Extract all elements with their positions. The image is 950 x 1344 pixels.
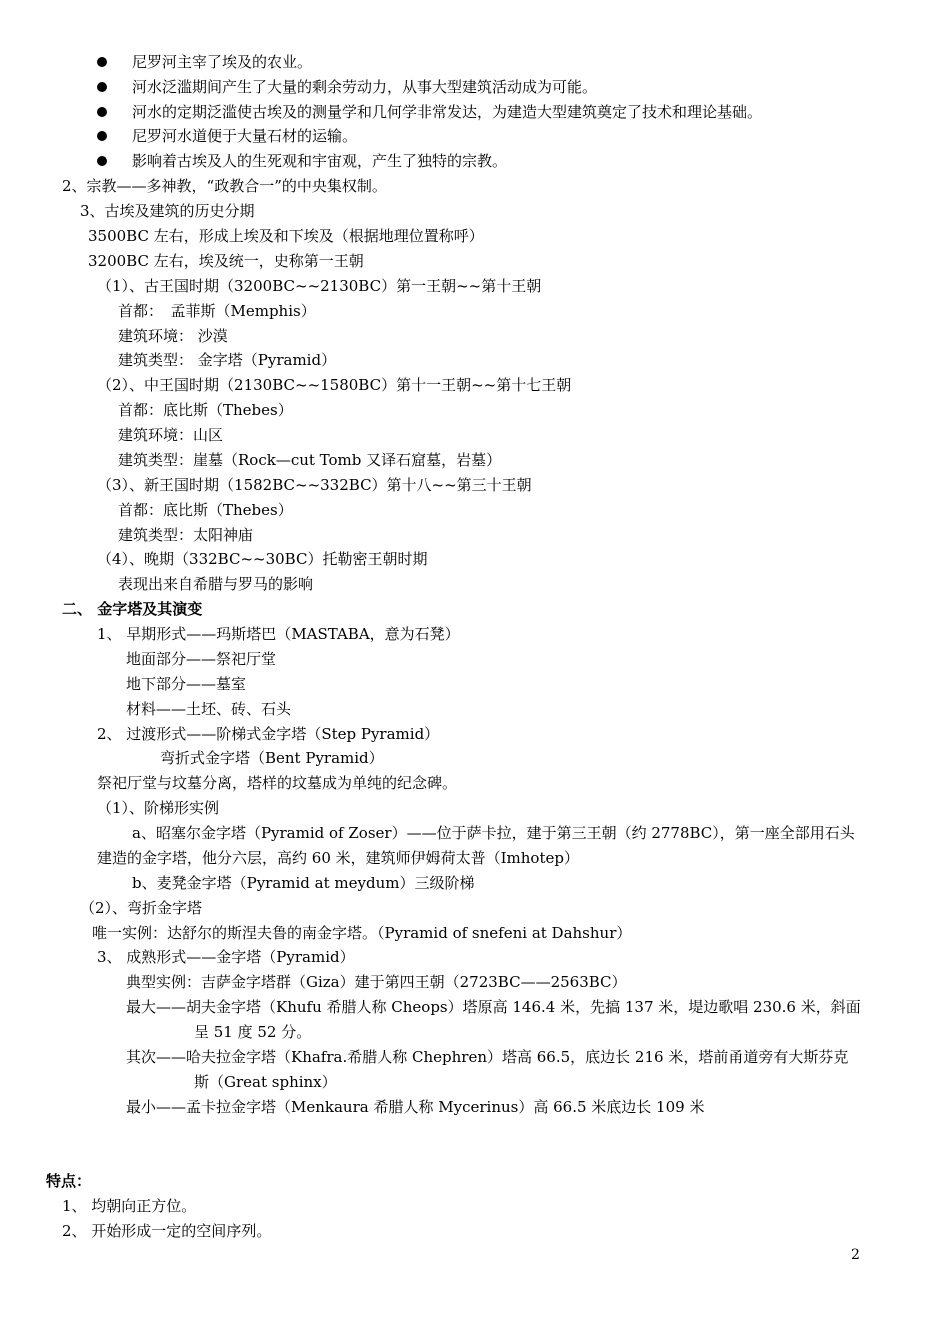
text-line: 其次——哈夫拉金字塔（Khafra.希腊人称 Chephren）塔高 66.5，底边长 216 米，塔前甬道旁有大斯芬克 [126, 1048, 849, 1066]
text-line: 表现出来自希腊与罗马的影响 [118, 575, 314, 593]
section-line: 3、古埃及建筑的历史分期 [80, 202, 255, 220]
text-line: 建筑类型：崖墓（Rock—cut Tomb 又译石窟墓，岩墓） [118, 451, 502, 469]
bullet-text: 河水泛滥期间产生了大量的剩余劳动力，从事大型建筑活动成为可能。 [132, 78, 598, 96]
text-line: 首都：底比斯（Thebes） [118, 401, 293, 419]
text-line: 材料——土坯、砖、石头 [126, 700, 292, 718]
features-heading: 特点： [46, 1172, 92, 1190]
period-heading: （2）、中王国时期（2130BC~~1580BC）第十一王朝~~第十七王朝 [97, 376, 572, 394]
text-line: 呈 51 度 52 分。 [194, 1023, 312, 1041]
bullet-dot [97, 131, 107, 141]
section-line: 2、 过渡形式——阶梯式金字塔（Step Pyramid） [97, 725, 440, 743]
subsection-heading: （2）、弯折金字塔 [80, 899, 203, 917]
text-line: 建筑类型： 金字塔（Pyramid） [118, 351, 337, 369]
period-heading: （3）、新王国时期（1582BC~~332BC）第十八~~第三十王朝 [97, 476, 532, 494]
text-line: 首都： 孟菲斯（Memphis） [118, 302, 316, 320]
feature-item: 2、 开始形成一定的空间序列。 [62, 1222, 272, 1240]
period-heading: （4）、晚期（332BC~~30BC）托勒密王朝时期 [97, 550, 428, 568]
text-line: 典型实例：吉萨金字塔群（Giza）建于第四王朝（2723BC——2563BC） [126, 973, 627, 991]
chapter-heading: 二、 金字塔及其演变 [62, 600, 203, 618]
text-line: 弯折式金字塔（Bent Pyramid） [160, 749, 384, 767]
text-line: 建筑环境： 沙漠 [118, 327, 228, 345]
subsection-heading: （1）、阶梯形实例 [97, 799, 220, 817]
section-line: 1、 早期形式——玛斯塔巴（MASTABA，意为石凳） [97, 625, 460, 643]
bullet-dot [97, 82, 107, 92]
bullet-text: 河水的定期泛滥使古埃及的测量学和几何学非常发达，为建造大型建筑奠定了技术和理论基础。 [132, 103, 763, 121]
text-line: 建筑环境：山区 [118, 426, 224, 444]
text-line: 唯一实例：达舒尔的斯涅夫鲁的南金字塔。（Pyramid of snefeni at Dahshur） [92, 924, 632, 942]
feature-item: 1、 均朝向正方位。 [62, 1197, 197, 1215]
section-line: 3、 成熟形式——金字塔（Pyramid） [97, 948, 355, 966]
text-line: 首都：底比斯（Thebes） [118, 501, 293, 519]
period-heading: （1）、古王国时期（3200BC~~2130BC）第一王朝~~第十王朝 [97, 277, 542, 295]
page-number: 2 [851, 1247, 860, 1263]
text-line: 地面部分——祭祀厅堂 [126, 650, 277, 668]
bullet-text: 影响着古埃及人的生死观和宇宙观，产生了独特的宗教。 [132, 152, 508, 170]
text-line: b、麦凳金字塔（Pyramid at meydum）三级阶梯 [132, 874, 475, 892]
text-line: 3500BC 左右，形成上埃及和下埃及（根据地理位置称呼） [88, 227, 484, 245]
text-line: 3200BC 左右，埃及统一，史称第一王朝 [88, 252, 364, 270]
text-line: 祭祀厅堂与坟墓分离，塔样的坟墓成为单纯的纪念碑。 [97, 774, 458, 792]
text-line: 建筑类型：太阳神庙 [118, 526, 254, 544]
bullet-dot [97, 156, 107, 166]
text-line: 斯（Great sphinx） [194, 1073, 337, 1091]
bullet-text: 尼罗河水道便于大量石材的运输。 [132, 127, 358, 145]
text-line: 最小——孟卡拉金字塔（Menkaura 希腊人称 Mycerinus）高 66.5 米底边长 109 米 [126, 1098, 705, 1116]
text-line: 地下部分——墓室 [126, 675, 247, 693]
text-line: a、昭塞尔金字塔（Pyramid of Zoser）——位于萨卡拉，建于第三王朝（约 2778BC），第一座全部用石头 [132, 824, 855, 842]
bullet-dot [97, 57, 107, 67]
section-line: 2、宗教——多神教，“政教合一”的中央集权制。 [62, 177, 387, 195]
bullet-text: 尼罗河主宰了埃及的农业。 [132, 53, 313, 71]
text-line: 建造的金字塔，他分六层，高约 60 米，建筑师伊姆荷太普（Imhotep） [97, 849, 579, 867]
bullet-dot [97, 107, 107, 117]
text-line: 最大——胡夫金字塔（Khufu 希腊人称 Cheops）塔原高 146.4 米，先搞 137 米，堤边歌唱 230.6 米，斜面 [126, 998, 861, 1016]
